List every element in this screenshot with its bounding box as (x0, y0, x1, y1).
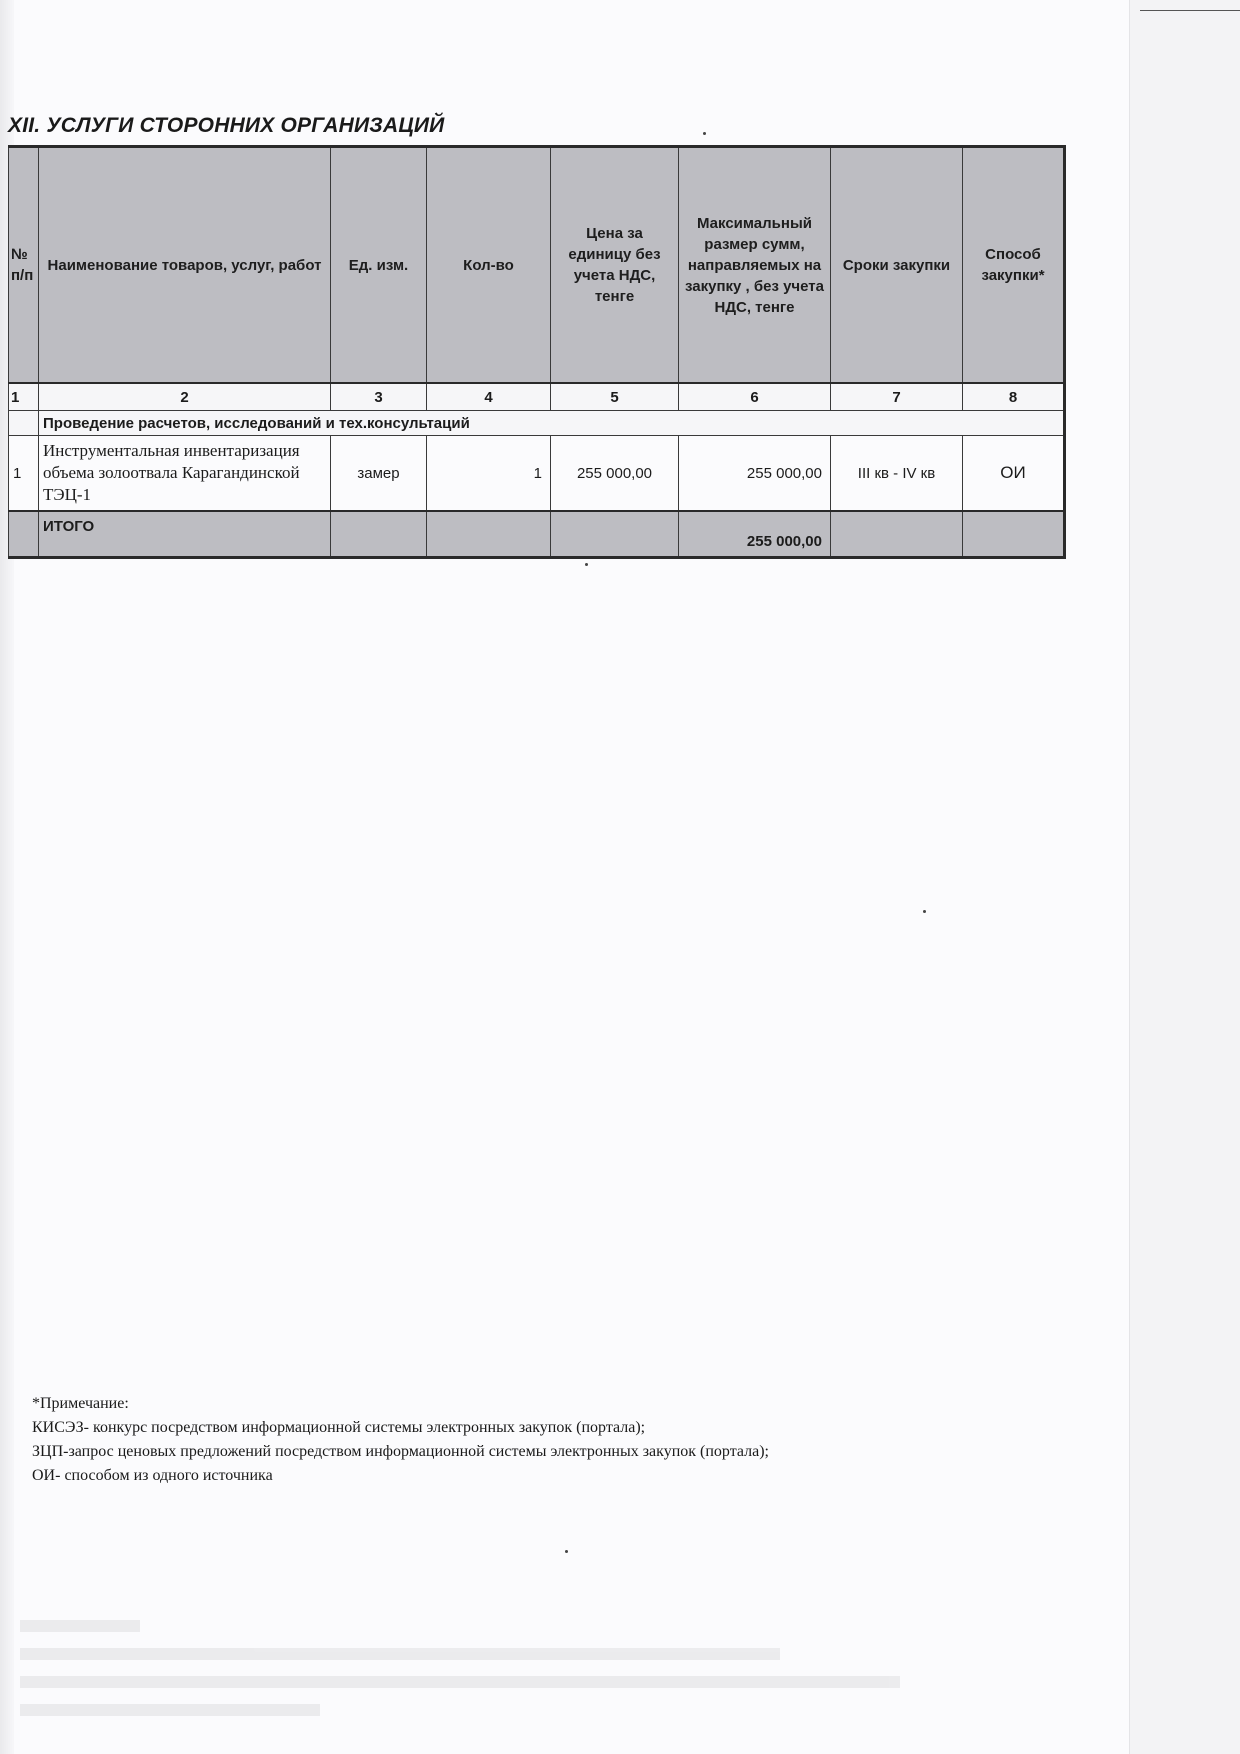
footnote-line: КИСЭЗ- конкурс посредством информационной системы электронных закупок (портала); (32, 1419, 646, 1436)
scan-top-rule (1140, 10, 1240, 11)
header-unit-price: Цена за единицу без учета НДС, тенге (551, 147, 679, 384)
header-unit: Ед. изм. (331, 147, 427, 384)
column-number: 7 (831, 383, 963, 411)
total-spacer (9, 511, 39, 558)
row-period: III кв - IV кв (831, 436, 963, 512)
total-row (9, 511, 1065, 558)
column-number: 8 (963, 383, 1065, 411)
show-through-text (20, 1620, 920, 1732)
column-number: 2 (39, 383, 331, 411)
row-qty: 1 (427, 436, 551, 512)
scan-right-edge (1129, 0, 1240, 1754)
row-num: 1 (9, 436, 39, 512)
total-label: ИТОГО (39, 511, 331, 558)
footnote (32, 1392, 769, 1488)
column-number: 1 (9, 383, 39, 411)
header-name: Наименование товаров, услуг, работ (39, 147, 331, 384)
header-period: Сроки закупки (831, 147, 963, 384)
group-title: Проведение расчетов, исследований и тех.консультаций (39, 411, 1065, 436)
footnote-title: *Примечание: (32, 1395, 129, 1412)
column-number-row (9, 383, 1065, 411)
header-row (9, 147, 1065, 384)
table-row (9, 436, 1065, 512)
header-max-sum: Максимальный размер сумм, направляемых на закупку , без учета НДС, тенге (679, 147, 831, 384)
scan-speck (923, 910, 926, 913)
footnote-line: ОИ- способом из одного источника (32, 1467, 273, 1484)
column-number: 5 (551, 383, 679, 411)
total-empty (551, 511, 679, 558)
row-unit: замер (331, 436, 427, 512)
column-number: 3 (331, 383, 427, 411)
header-method: Способ закупки* (963, 147, 1065, 384)
group-spacer (9, 411, 39, 436)
section-title: XII. УСЛУГИ СТОРОННИХ ОРГАНИЗАЦИЙ (8, 114, 445, 137)
group-row (9, 411, 1065, 436)
total-empty (831, 511, 963, 558)
column-number: 6 (679, 383, 831, 411)
scan-speck (585, 563, 588, 566)
footnote-line: ЗЦП-запрос ценовых предложений посредством информационной системы электронных закупок (портала); (32, 1443, 769, 1460)
header-qty: Кол-во (427, 147, 551, 384)
total-sum: 255 000,00 (679, 511, 831, 558)
header-num: № п/п (9, 147, 39, 384)
scan-speck (565, 1550, 568, 1553)
row-max-sum: 255 000,00 (679, 436, 831, 512)
row-method: ОИ (963, 436, 1065, 512)
total-empty (331, 511, 427, 558)
services-table (8, 145, 1066, 559)
row-unit-price: 255 000,00 (551, 436, 679, 512)
row-name: Инструментальная инвентаризация объема золоотвала Карагандинской ТЭЦ-1 (39, 436, 331, 512)
scan-speck (703, 132, 706, 135)
total-empty (427, 511, 551, 558)
total-empty (963, 511, 1065, 558)
column-number: 4 (427, 383, 551, 411)
